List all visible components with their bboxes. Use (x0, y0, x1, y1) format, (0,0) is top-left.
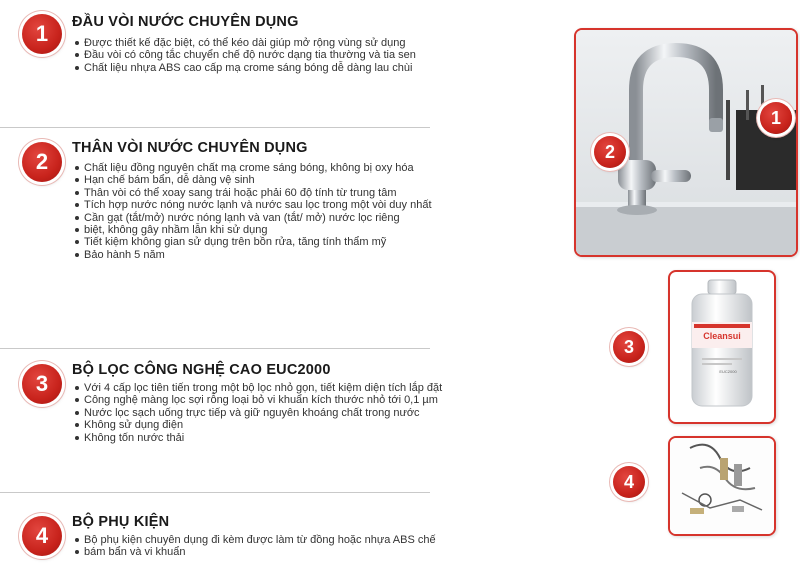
bullet-list (72, 382, 442, 444)
number-badge: 1 (22, 14, 62, 54)
section-divider (0, 492, 430, 493)
faucet-photo (574, 28, 798, 257)
list-item: Chất liệu đồng nguyên chất mạ crome sáng bóng, không bị oxy hóa (72, 162, 432, 174)
section-divider (0, 348, 430, 349)
section-divider (0, 127, 430, 128)
list-item: Công nghệ màng lọc sợi rỗng loại bỏ vi khuẩn kích thước nhỏ tới 0,1 µm (72, 394, 442, 406)
list-item-continuation: biệt, không gây nhầm lẫn khi sử dụng (72, 224, 432, 236)
list-item: Với 4 cấp lọc tiên tiến trong một bộ lọc nhỏ gọn, tiết kiệm diện tích lắp đặt (72, 382, 442, 394)
list-item: Thân vòi có thể xoay sang trái hoặc phải 60 độ tính từ trung tâm (72, 187, 432, 199)
list-item: Chất liệu nhựa ABS cao cấp mạ crome sáng bóng dễ dàng lau chùi (72, 62, 416, 74)
number-badge: 3 (22, 364, 62, 404)
section-3 (0, 352, 560, 492)
number-badge: 1 (760, 102, 792, 134)
section-title: BỘ PHỤ KIỆN (72, 514, 170, 530)
number-badge: 4 (613, 466, 645, 498)
list-item: Cần gạt (tắt/mở) nước nóng lạnh và van (tắt/ mở) nước lọc riêng (72, 212, 432, 224)
list-item: Bộ phụ kiện chuyên dụng đi kèm được làm từ đồng hoặc nhựa ABS chế (72, 534, 436, 546)
list-item: Tiết kiệm không gian sử dụng trên bồn rửa, tăng tính thẩm mỹ (72, 236, 432, 248)
number-badge: 4 (22, 516, 62, 556)
list-item: Hạn chế bám bẩn, dễ dàng vệ sinh (72, 174, 432, 186)
section-title: BỘ LỌC CÔNG NGHỆ CAO EUC2000 (72, 362, 331, 378)
section-4 (0, 496, 560, 571)
list-item: Không tốn nước thải (72, 432, 442, 444)
section-title: THÂN VÒI NƯỚC CHUYÊN DỤNG (72, 140, 308, 156)
filter-brand-text: Cleansui (703, 331, 741, 341)
section-title: ĐẦU VÒI NƯỚC CHUYÊN DỤNG (72, 14, 299, 30)
accessories-illustration (670, 438, 774, 534)
list-item: Tích hợp nước nóng nước lạnh và nước sau lọc trong một vòi duy nhất (72, 199, 432, 211)
list-item: Nước lọc sạch uống trực tiếp và giữ nguyên khoáng chất trong nước (72, 407, 442, 419)
accessories-photo (668, 436, 776, 536)
section-1 (0, 0, 560, 128)
list-item-continuation: bám bẩn và vi khuẩn (72, 546, 436, 558)
filter-model-text: EUC2000 (719, 369, 737, 374)
number-badge: 2 (22, 142, 62, 182)
list-item: Được thiết kế đặc biệt, có thể kéo dài giúp mở rộng vùng sử dụng (72, 37, 416, 49)
bullet-list (72, 534, 436, 559)
number-badge: 2 (594, 136, 626, 168)
list-item: Không sử dụng điện (72, 419, 442, 431)
section-2 (0, 130, 560, 350)
list-item: Bảo hành 5 năm (72, 249, 432, 261)
number-badge: 3 (613, 331, 645, 363)
filter-photo (668, 270, 776, 424)
bullet-list (72, 162, 432, 261)
filter-cartridge-illustration (670, 272, 774, 422)
list-item: Đầu vòi có công tắc chuyển chế độ nước dạng tia thường và tia sen (72, 49, 416, 61)
bullet-list (72, 37, 416, 74)
